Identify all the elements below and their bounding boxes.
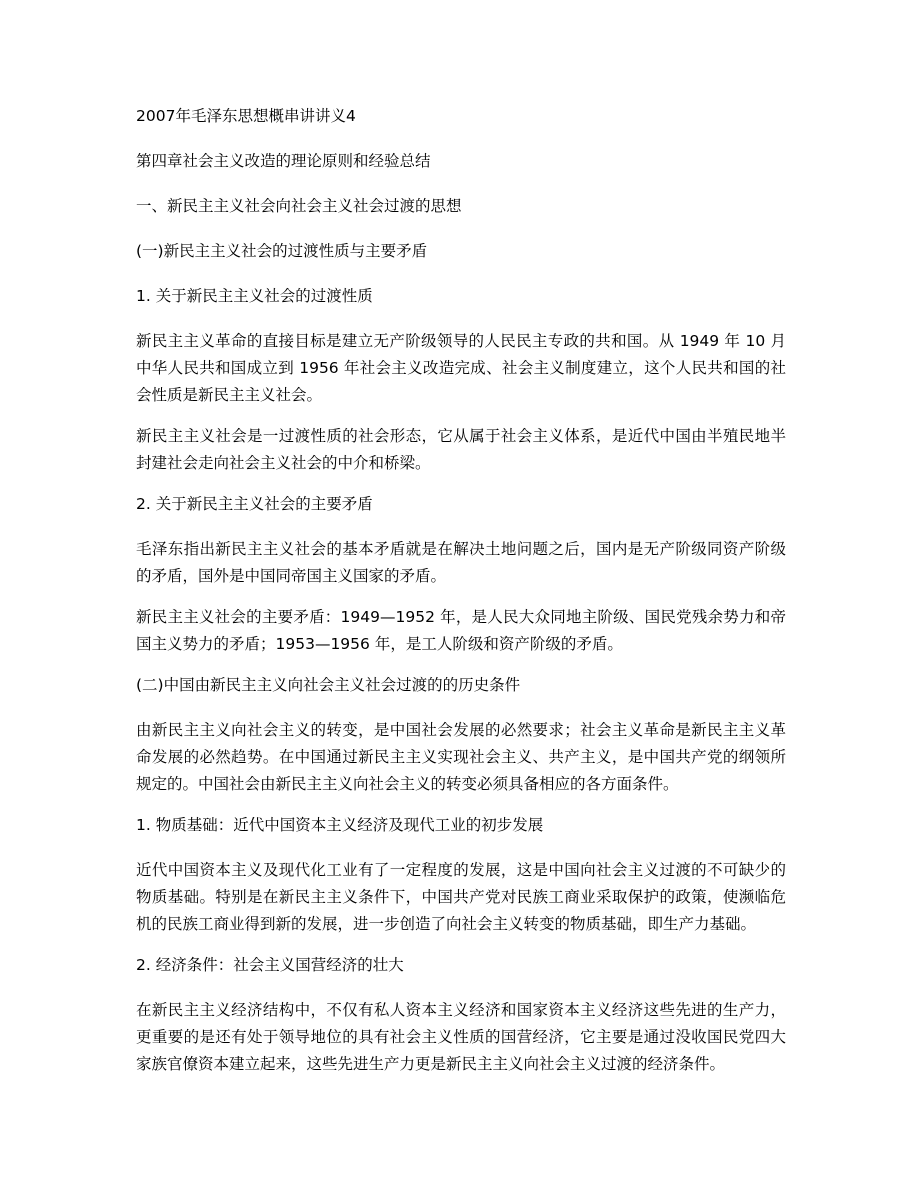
paragraph: 在新民主主义经济结构中，不仅有私人资本主义经济和国家资本主义经济这些先进的生产力，更重要的是还有处于领导地位的具有社会主义性质的国营经济，它主要是通过没收国民党四大家族官僚资本建立起来，这些先进生产力更是新民主主义向社会主义过渡的经济条件。 (136, 1001, 786, 1073)
item-heading: 2. 关于新民主主义社会的主要矛盾 (136, 495, 373, 513)
document-body (136, 103, 786, 1092)
item-heading: 1. 物质基础：近代中国资本主义经济及现代工业的初步发展 (136, 816, 544, 834)
subsection-heading: (二)中国由新民主主义向社会主义社会过渡的的历史条件 (136, 676, 521, 694)
section-heading: 一、新民主主义社会向社会主义社会过渡的思想 (136, 197, 462, 215)
paragraph: 毛泽东指出新民主主义社会的基本矛盾就是在解决土地问题之后，国内是无产阶级同资产阶级的矛盾，国外是中国同帝国主义国家的矛盾。 (136, 540, 786, 585)
paragraph: 新民主主义社会的主要矛盾：1949—1952 年，是人民大众同地主阶级、国民党残余势力和帝国主义势力的矛盾；1953—1956 年，是工人阶级和资产阶级的矛盾。 (136, 608, 786, 653)
subsection-heading: (一)新民主主义社会的过渡性质与主要矛盾 (136, 242, 428, 260)
paragraph: 新民主主义社会是一过渡性质的社会形态，它从属于社会主义体系，是近代中国由半殖民地半封建社会走向社会主义社会的中介和桥梁。 (136, 427, 786, 472)
paragraph: 由新民主主义向社会主义的转变，是中国社会发展的必然要求；社会主义革命是新民主主义革命发展的必然趋势。在中国通过新民主主义实现社会主义、共产主义，是中国共产党的纲领所规定的。中国社会由新民主主义向社会主义的转变必须具备相应的各方面条件。 (136, 721, 786, 793)
chapter-heading: 第四章社会主义改造的理论原则和经验总结 (136, 152, 431, 170)
paragraph: 新民主主义革命的直接目标是建立无产阶级领导的人民民主专政的共和国。从 1949 年 10 月中华人民共和国成立到 1956 年社会主义改造完成、社会主义制度建立，这个人民共和国的社会性质是新民主主义社会。 (136, 332, 786, 404)
item-heading: 1. 关于新民主主义社会的过渡性质 (136, 287, 373, 305)
document-title: 2007年毛泽东思想概串讲讲义4 (136, 107, 356, 125)
paragraph: 近代中国资本主义及现代化工业有了一定程度的发展，这是中国向社会主义过渡的不可缺少的物质基础。特别是在新民主主义条件下，中国共产党对民族工商业采取保护的政策，使濒临危机的民族工商业得到新的发展，进一步创造了向社会主义转变的物质基础，即生产力基础。 (136, 861, 786, 933)
item-heading: 2. 经济条件：社会主义国营经济的壮大 (136, 956, 404, 974)
